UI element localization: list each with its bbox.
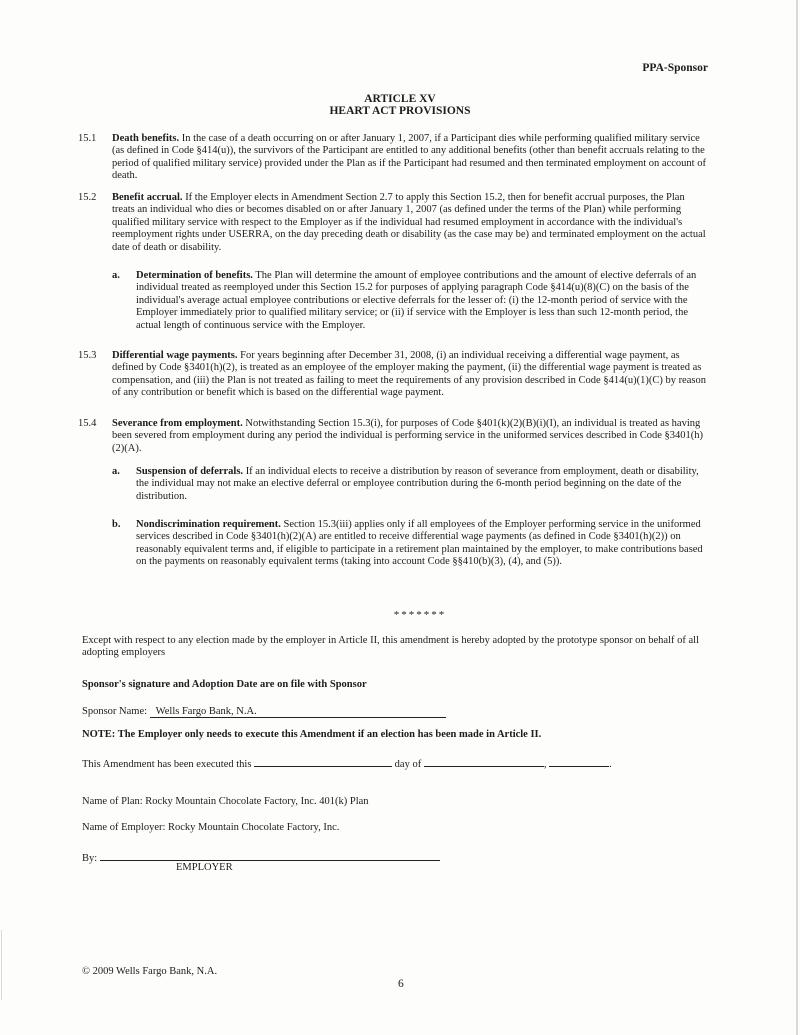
section-15-4 bbox=[78, 418, 710, 455]
article-subtitle: HEART ACT PROVISIONS bbox=[329, 105, 471, 117]
execution-period: . bbox=[609, 759, 612, 770]
section-15-2 bbox=[78, 192, 710, 254]
section-number: 15.4 bbox=[78, 418, 97, 429]
subsection-heading: Suspension of deferrals. bbox=[136, 466, 244, 477]
page-number: 6 bbox=[398, 978, 404, 990]
section-15-1 bbox=[78, 133, 710, 183]
employer-caption: EMPLOYER bbox=[176, 862, 233, 873]
sponsor-name-value: Wells Fargo Bank, N.A. bbox=[155, 706, 257, 717]
section-15-3 bbox=[78, 350, 710, 400]
subsection-letter: b. bbox=[112, 519, 121, 530]
article-title: ARTICLE XV bbox=[364, 93, 436, 105]
separator-stars: ******* bbox=[393, 609, 447, 621]
section-text: For years beginning after December 31, 2008, (i) an individual receiving a differential wage payment, as defined by Code §3401(h)(2), is treated as an employee of the employer making the payment, (ii) the differential wage payment is treated as compensation, and (iii) the Plan is not treated as failing to meet the requirements of any provision described in Code §414(u)(1)(C) by reason of any contribution or benefit which is based on the differential wage payment. bbox=[112, 350, 706, 399]
section-number: 15.1 bbox=[78, 133, 97, 144]
execution-prefix: This Amendment has been executed this bbox=[82, 759, 252, 770]
scan-edge bbox=[796, 0, 798, 1035]
employer-name: Name of Employer: Rocky Mountain Chocolate Factory, Inc. bbox=[82, 822, 340, 833]
execution-comma: , bbox=[543, 759, 547, 770]
note-employer: NOTE: The Employer only needs to execute this Amendment if an election has been made in Article II. bbox=[82, 729, 542, 740]
section-heading: Death benefits. bbox=[112, 133, 180, 144]
sponsor-signature-note: Sponsor's signature and Adoption Date are on file with Sponsor bbox=[82, 679, 367, 690]
section-number: 15.2 bbox=[78, 192, 97, 203]
subsection-heading: Nondiscrimination requirement. bbox=[136, 519, 281, 530]
section-heading: Differential wage payments. bbox=[112, 350, 238, 361]
section-text: Notwithstanding Section 15.3(i), for purposes of Code §401(k)(2)(B)(i)(I), an individual is treated as having been severed from employment during any period the individual is performing service in the uniformed services described in Code §3401(h)(2)(A). bbox=[112, 418, 704, 454]
execution-day-field[interactable] bbox=[254, 756, 392, 767]
section-text: In the case of a death occurring on or after January 1, 2007, if a Participant dies while performing qualified military service (as defined in Code §414(u)), the survivors of the Participant are entitled to any additional benefits (other than benefit accruals relating to the period of qualified military service) provided under the Plan as if the Participant had resumed and then terminated employment on account of death. bbox=[112, 133, 706, 182]
section-number: 15.3 bbox=[78, 350, 97, 361]
section-heading: Severance from employment. bbox=[112, 418, 243, 429]
subsection-15-4-b bbox=[112, 519, 710, 569]
execution-line bbox=[82, 756, 722, 771]
execution-day-of: day of bbox=[394, 759, 422, 770]
subsection-letter: a. bbox=[112, 270, 120, 281]
execution-month-field[interactable] bbox=[424, 756, 544, 767]
subsection-letter: a. bbox=[112, 466, 120, 477]
signature-field[interactable] bbox=[100, 850, 440, 861]
section-text: If the Employer elects in Amendment Section 2.7 to apply this Section 15.2, then for benefit accrual purposes, the Plan treats an individual who dies or becomes disabled on or after January 1, 2007 (as defined under the terms of the Plan) while performing qualified military service with respect to the Employer as if the individual had resumed employment in accordance with the individual's reemployment rights under USERRA, on the day preceding death or disability (as the case may be) and terminated employment on the actual date of death or disability. bbox=[112, 192, 706, 253]
document-code: PPA-Sponsor bbox=[642, 62, 708, 74]
by-label: By: bbox=[82, 853, 98, 864]
subsection-text: Section 15.3(iii) applies only if all employees of the Employer performing service in the uniformed services described in Code §3401(h)(2)(A) are entitled to receive differential wage payments (as defined in Code §3401(h)(2)) on reasonably equivalent terms and, if eligible to participate in a retirement plan maintained by the employer, to make contributions based on the payments on reasonably equivalent terms (taking into account Code §§410(b)(3), (4), and (5)). bbox=[136, 519, 703, 568]
scan-mark bbox=[1, 930, 2, 1000]
subsection-heading: Determination of benefits. bbox=[136, 270, 253, 281]
subsection-15-2-a bbox=[112, 270, 710, 332]
subsection-text: The Plan will determine the amount of employee contributions and the amount of elective deferrals of an individual treated as reemployed under this Section 15.2 for purposes of applying paragraph Code §414(u)(8)(C) on the basis of the individual's average actual employee contributions or elective deferrals for the lesser of: (i) the 12-month period of service with the Employer immediately prior to qualified military service; or (ii) if service with the Employer is less than such 12-month period, the actual length of continuous service with the Employer. bbox=[136, 270, 697, 331]
sponsor-name-row bbox=[82, 706, 722, 718]
plan-name: Name of Plan: Rocky Mountain Chocolate Factory, Inc. 401(k) Plan bbox=[82, 796, 369, 807]
subsection-text: If an individual elects to receive a distribution by reason of severance from employment, death or disability, the individual may not make an elective deferral or employee contribution during the 6-month period beginning on the date of the distribution. bbox=[136, 466, 699, 502]
sponsor-name-label: Sponsor Name: bbox=[82, 706, 148, 717]
execution-year-field[interactable] bbox=[549, 756, 609, 767]
copyright-footer: © 2009 Wells Fargo Bank, N.A. bbox=[82, 966, 218, 977]
adoption-statement: Except with respect to any election made by the employer in Article II, this amendment is hereby adopted by the prototype sponsor on behalf of all adopting employers bbox=[82, 635, 699, 659]
section-heading: Benefit accrual. bbox=[112, 192, 183, 203]
subsection-15-4-a bbox=[112, 466, 710, 503]
